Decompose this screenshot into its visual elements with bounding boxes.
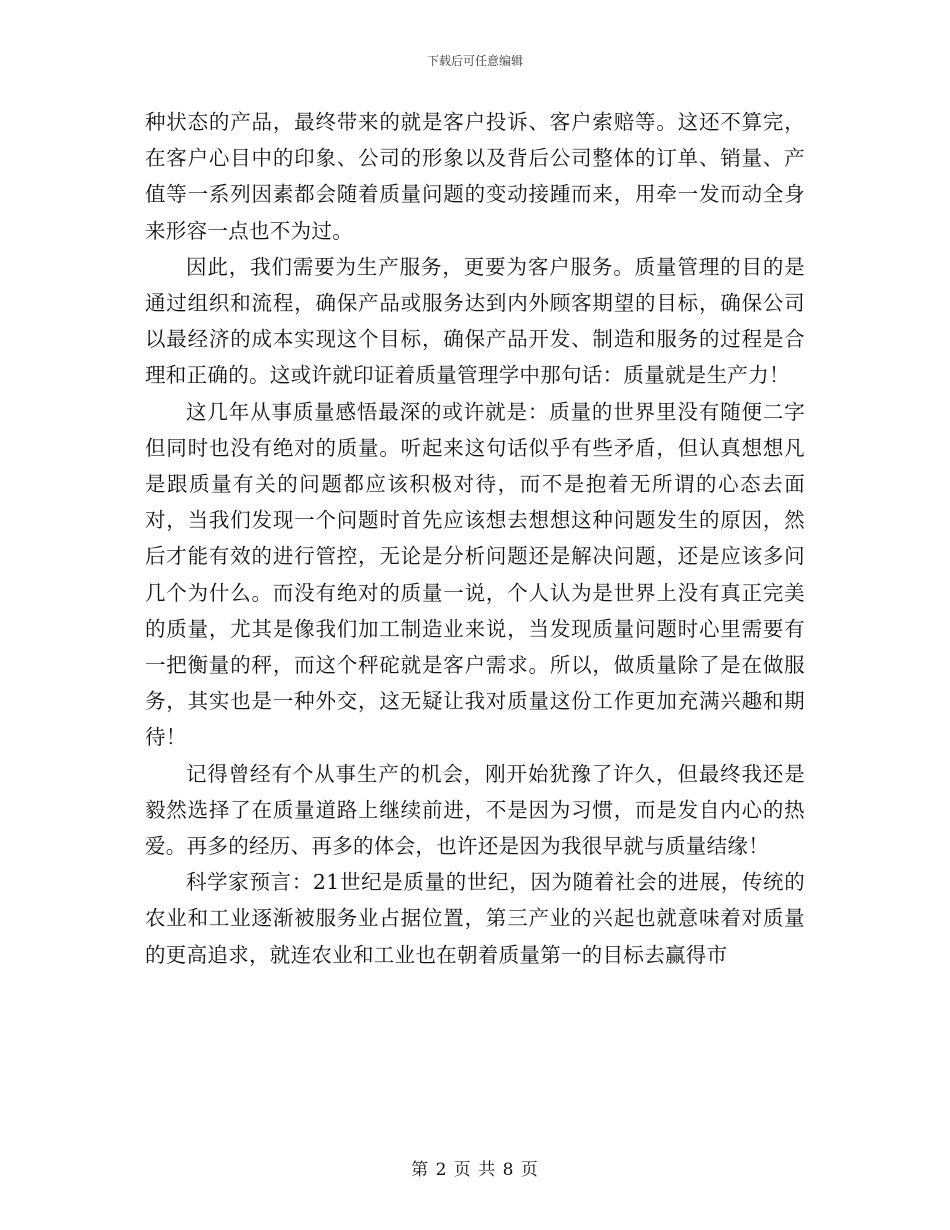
page-number-footer: 第 2 页 共 8 页: [411, 1160, 539, 1180]
paragraph-2: 因此，我们需要为生产服务，更要为客户服务。质量管理的目的是通过组织和流程，确保产品或服务达到内外顾客期望的目标，确保公司以最经济的成本实现这个目标，确保产品开发、制造和服务的过程是合理和正确的。这或许就印证着质量管理学中那句话：质量就是生产力！: [145, 254, 805, 388]
paragraph-4: 记得曾经有个从事生产的机会，刚开始犹豫了许久，但最终我还是毅然选择了在质量道路上继续前进，不是因为习惯，而是发自内心的热爱。再多的经历、再多的体会，也许还是因为我很早就与质量结缘！: [145, 761, 805, 859]
paragraph-5: 科学家预言：21世纪是质量的世纪，因为随着社会的进展，传统的农业和工业逐渐被服务业占据位置，第三产业的兴起也就意味着对质量的更高追求，就连农业和工业也在朝着质量第一的目标去赢得市: [145, 870, 805, 967]
paragraph-3: 这几年从事质量感悟最深的或许就是：质量的世界里没有随便二字但同时也没有绝对的质量。听起来这句话似乎有些矛盾，但认真想想凡是跟质量有关的问题都应该积极对待，而不是抱着无所谓的心态去面对，当我们发现一个问题时首先应该想去想想这种问题发生的原因，然后才能有效的进行管控，无论是分析问题还是解决问题，还是应该多问几个为什么。而没有绝对的质量一说，个人认为是世界上没有真正完美的质量，尤其是像我们加工制造业来说，当发现质量问题时心里需要有一把衡量的秤，而这个秤砣就是客户需求。所以，做质量除了是在做服务，其实也是一种外交，这无疑让我对质量这份工作更加充满兴趣和期待！: [145, 399, 805, 750]
document-body: [145, 104, 805, 973]
page-header: 下载后可任意编辑: [426, 54, 523, 68]
paragraph-1: 种状态的产品，最终带来的就是客户投诉、客户索赔等。这还不算完，在客户心目中的印象、公司的形象以及背后公司整体的订单、销量、产值等一系列因素都会随着质量问题的变动接踵而来，用牵一发而动全身来形容一点也不为过。: [145, 110, 805, 243]
